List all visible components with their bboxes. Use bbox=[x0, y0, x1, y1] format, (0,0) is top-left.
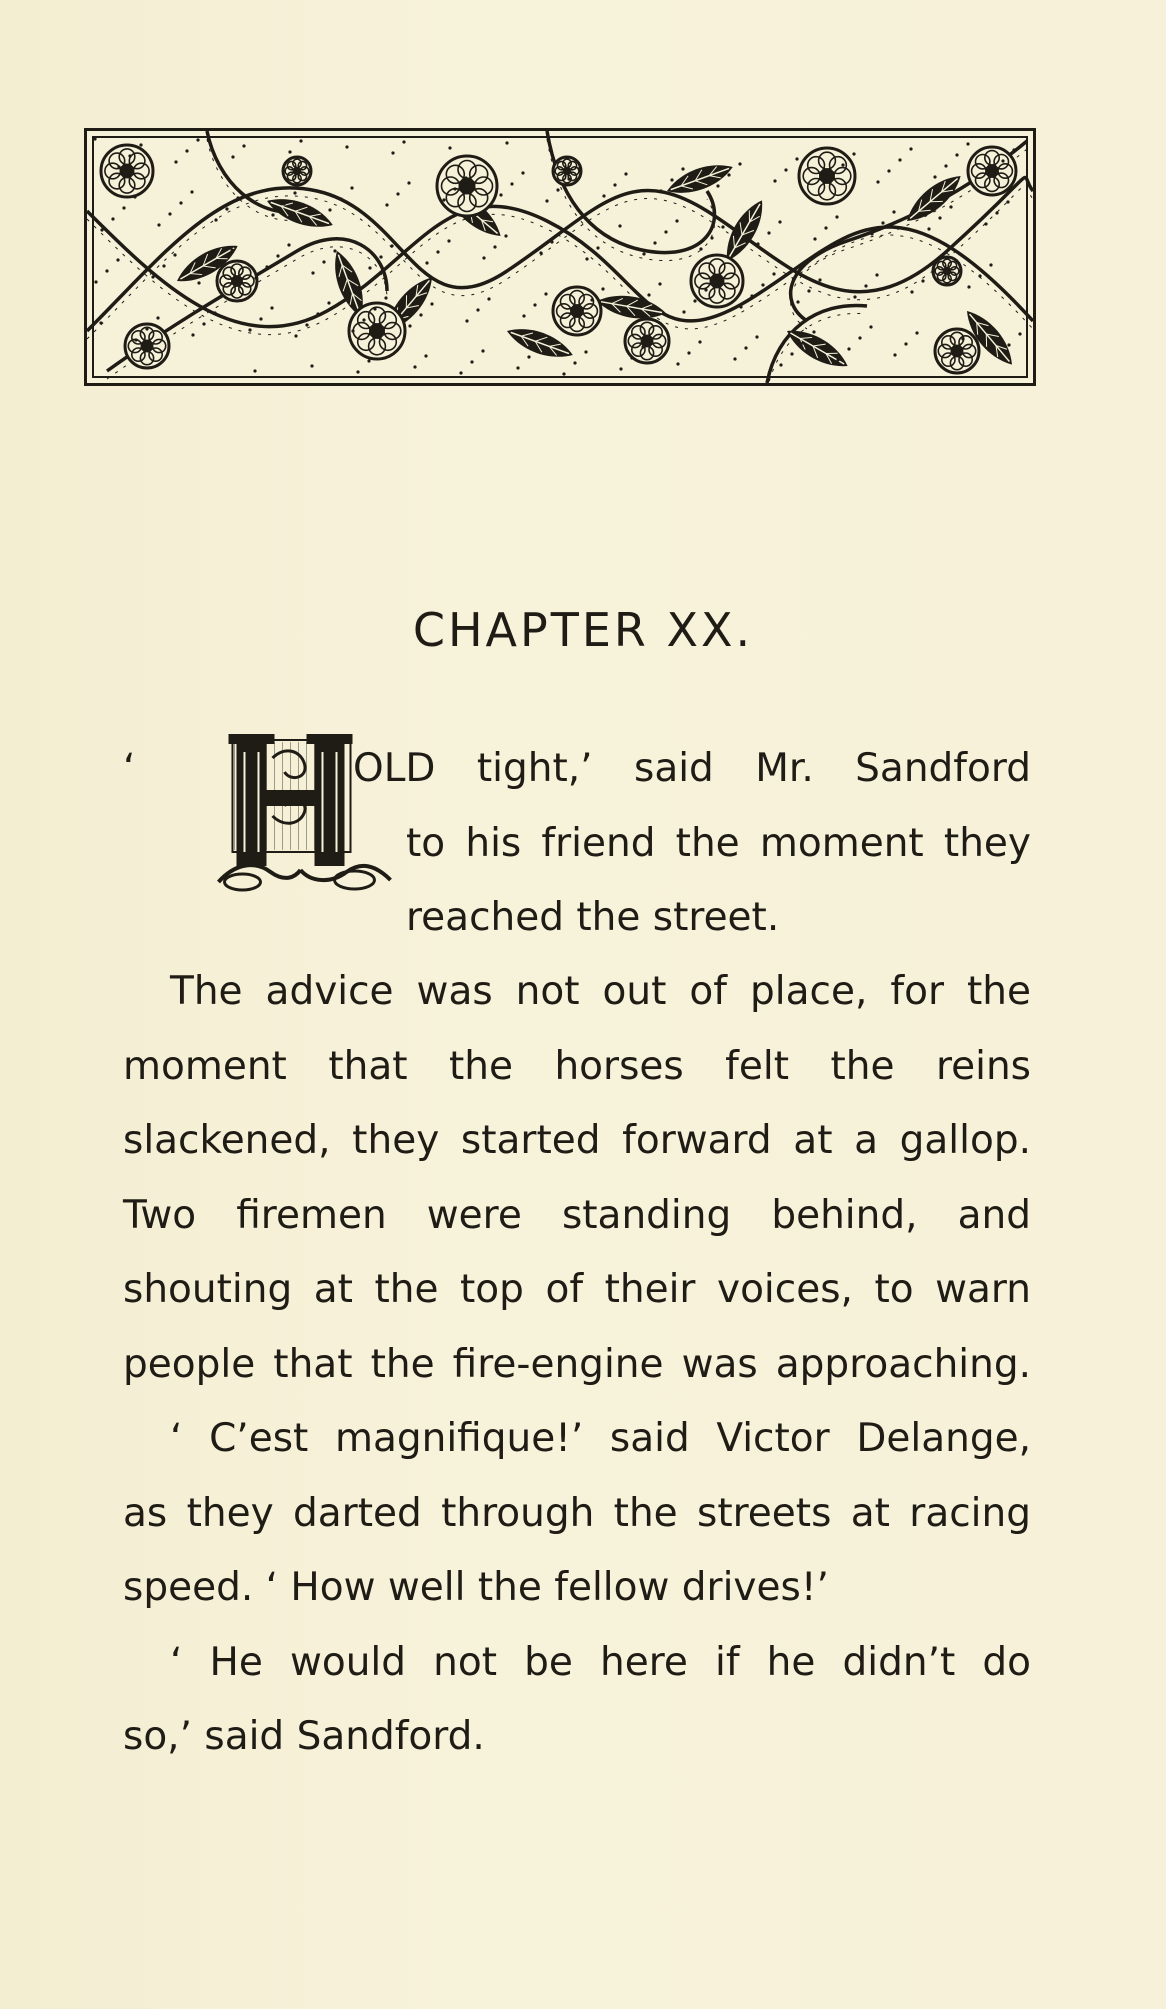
opening-lines bbox=[353, 732, 1031, 956]
chapter-body bbox=[123, 732, 1031, 1775]
paragraph bbox=[123, 1402, 1031, 1626]
floral-ornament-headpiece bbox=[84, 128, 1036, 386]
paragraph bbox=[123, 955, 1031, 1402]
opening-line: to his friend the moment they bbox=[406, 820, 1031, 866]
text-line: shouting at the top of their voices, to warn bbox=[123, 1267, 1031, 1312]
chapter-heading: CHAPTER XX. bbox=[412, 603, 754, 657]
opening-line: OLD tight,’ said Mr. Sandford bbox=[353, 746, 1031, 791]
opening-line: reached the street. bbox=[406, 895, 780, 940]
text-line: ‘ C’est magnifique!’ said Victor Delange, bbox=[170, 1416, 1031, 1461]
text-line: speed. ‘ How well the fellow drives!’ bbox=[123, 1565, 829, 1610]
text-line: slackened, they started forward at a gallop. bbox=[123, 1118, 1031, 1163]
opening-paragraph bbox=[123, 732, 1031, 955]
text-line: as they darted through the streets at racing bbox=[123, 1490, 1031, 1536]
text-line: The advice was not out of place, for the bbox=[170, 969, 1031, 1014]
text-line: moment that the horses felt the reins bbox=[123, 1043, 1031, 1089]
text-line: ‘ He would not be here if he didn’t do bbox=[170, 1639, 1031, 1685]
text-line: people that the fire-engine was approaching. bbox=[123, 1341, 1031, 1387]
text-line: Two firemen were standing behind, and bbox=[123, 1192, 1031, 1238]
paragraph bbox=[123, 1626, 1031, 1775]
text-line: so,’ said Sandford. bbox=[123, 1714, 485, 1759]
headpiece-ornament-icon bbox=[87, 131, 1033, 383]
opening-quote-mark: ‘ bbox=[123, 746, 136, 791]
